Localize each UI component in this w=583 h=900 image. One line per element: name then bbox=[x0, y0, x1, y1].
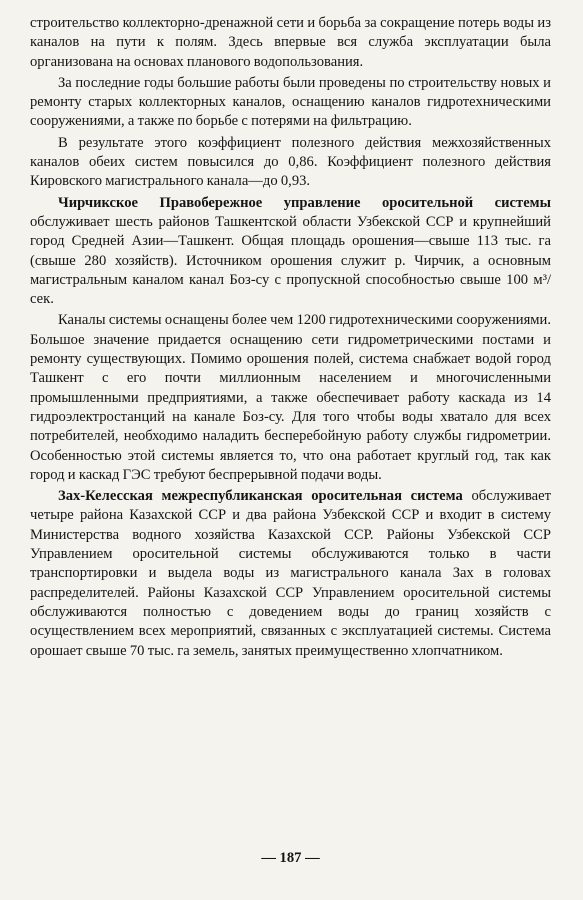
paragraph-4-body: обслуживает шесть районов Ташкентской области Узбекской ССР и крупнейший город Средней Азии—Ташкент. Общая площадь орошения—свыше 113 тыс. га (свыше 280 хозяйств). Источником орошения служит р. Чирчик, а основным магистральным каналом канал Боз-су с пропускной способностью свыше 100 м³/сек. bbox=[30, 213, 551, 308]
document-page bbox=[30, 14, 551, 886]
paragraph-1: строительство коллекторно-дренажной сети и борьба за сокращение потерь воды из каналов на пути к полям. Здесь впервые вся служба эксплуатации была организована на основах планового водопользования. bbox=[30, 15, 551, 70]
paragraph-4 bbox=[30, 194, 551, 310]
paragraph-2: За последние годы большие работы были проведены по строительству новых и ремонту старых коллекторных каналов, оснащению каналов гидротехническими сооружениями, а также по борьбе с потерями на фильтрацию. bbox=[30, 74, 551, 130]
page-number: — 187 — bbox=[261, 850, 320, 866]
paragraph-5: Каналы системы оснащены более чем 1200 гидротехническими сооружениями. Большое значение придается оснащению сети гидрометрическими постами и ремонту существующих. Помимо орошения полей, система снабжает водой город Ташкент с его почти миллионным населением и многочисленными промышленными предприятиями, а также обеспечивает работу каскада из 14 гидроэлектростанций на канале Боз-су. Для того чтобы воды хватало для всех потребителей, необходимо наладить бесперебойную работу службы гидрометрии. Особенностью этой системы является то, что она работает круглый год, так как город и каскад ГЭС требуют беспрерывной подачи воды. bbox=[30, 312, 551, 483]
paragraph-6-heading: Зах-Келесская межреспубликанская оросительная система bbox=[58, 488, 463, 505]
paragraph-3: В результате этого коэффициент полезного действия межхозяйственных каналов обеих систем повысился до 0,86. Коэффициент полезного действия Кировского магистрального канала—до 0,93. bbox=[30, 134, 551, 190]
paragraph-6 bbox=[30, 487, 551, 661]
paragraph-6-body: обслуживает четыре района Казахской ССР и два района Узбекской ССР и входит в систему Министерства водного хозяйства Казахской ССР. Районы Узбекской ССР Управлением оросительной системы обслуживаются только в части транспортировки и выдела воды из магистрального канала Зах в головах распределителей. Районы Казахской ССР Управлением оросительной системы обслуживаются полностью с доведением воды до границ хозяйств с осуществлением всех мероприятий, связанных с эксплуатацией системы. Система орошает свыше 70 тыс. га земель, занятых преимущественно хлопчатником. bbox=[30, 488, 551, 659]
paragraph-4-heading: Чирчикское Правобережное управление оросительной системы bbox=[58, 194, 551, 211]
